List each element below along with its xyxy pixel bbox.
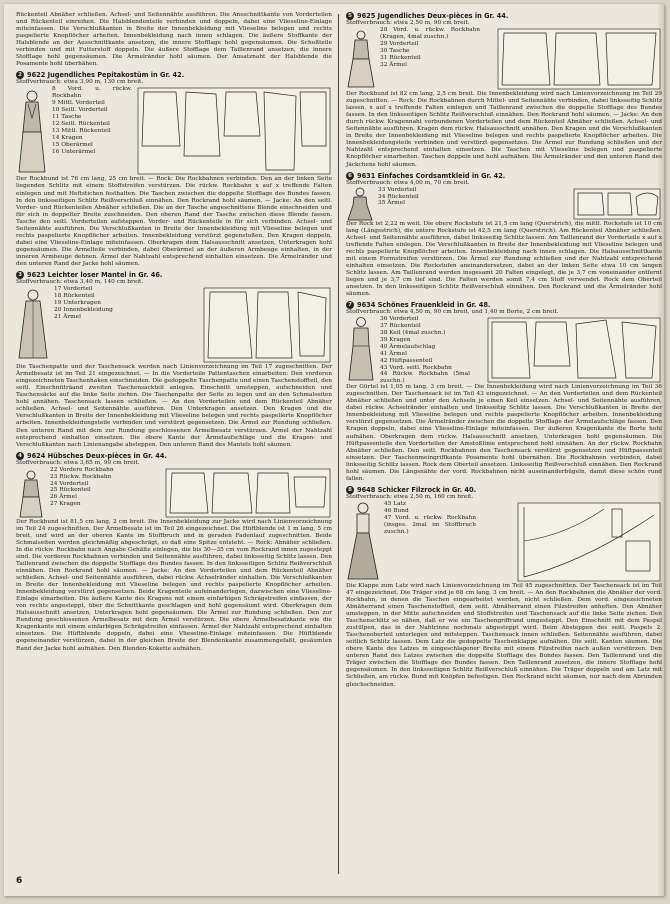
part-item: 39 Kragen — [380, 336, 411, 343]
part-item: 19 Unterkragen — [54, 299, 101, 306]
section-number-badge: 4 — [16, 452, 24, 460]
part-item: 46 Bund — [384, 507, 409, 514]
part-item: 33 Vorderteil — [378, 186, 417, 193]
pattern-diagram — [496, 27, 662, 91]
deux-pieces-illustration — [346, 29, 376, 89]
section-title: 9631 Einfaches Cordsamtkleid in Gr. 42. — [357, 171, 506, 180]
felt-skirt-illustration — [346, 501, 380, 581]
intro-paragraph: Rückenteil Abnäher schließen. Achsel- und Seitennähte ausführen. Die Ansschnittkante von Vorderteilen und Rückenteil einreihen. Die Halsblendenteile verbinden und doppeln, dabei eine Vlieseline-Einlage miteinfassen. Die Verschlußkanten in Breite der Innenbekleidung mit Vlieseline belegen und rechts paspelierte Knopflöcher arbeiten. Innenbekleidung nach innen schlagen. Die äußere Stoffkante der Halsblende an der Ausschnittkante ansetzen, die innere Stofflage hohl gegensäumen. Die Schoßteile verbinden und mit Futterstoff doppeln. Die äußere Stofflage dem Taillenrand ansetzen, die innere Stofflage hohl gegensäumen. Die Ärmelränder hohl säumen. Der Ansatznaht der Halsblende die Posamente hohl überhähen. — [16, 12, 332, 68]
part-item: 18 Rückenteil — [54, 292, 95, 299]
part-item: 44 Rückw. Rockbahn (5mal zuschn.) — [380, 371, 470, 385]
part-item: 32 Ärmel — [380, 61, 407, 68]
section-9648 — [346, 486, 662, 689]
part-item: 45 Latz — [384, 500, 406, 507]
parts-list — [380, 27, 480, 68]
part-item: 24 Vorderteil — [50, 480, 89, 487]
figure-row — [346, 27, 662, 91]
column-divider — [338, 14, 339, 874]
suit-illustration — [16, 88, 48, 176]
section-heading — [16, 71, 332, 79]
part-item: 13 Mittl. Rückenteil — [52, 127, 111, 134]
section-title: 9622 Jugendliches Pepitakostüm in Gr. 42. — [27, 71, 185, 80]
part-item: 14 Kragen — [52, 134, 83, 141]
womens-dress-illustration — [346, 316, 376, 382]
section-number-badge: 3 — [16, 271, 24, 279]
part-item: 8 Vord. u. rückw. Rockbahn — [52, 86, 132, 100]
section-heading — [346, 486, 662, 494]
section-title: 9623 Leichter loser Mantel in Gr. 46. — [27, 271, 163, 280]
pattern-diagram — [516, 501, 662, 583]
section-number-badge: 7 — [346, 301, 354, 309]
section-heading — [346, 12, 662, 20]
parts-list — [380, 316, 470, 385]
section-number-badge: 8 — [346, 486, 354, 494]
section-heading — [346, 172, 662, 180]
coat-illustration — [16, 288, 50, 362]
section-number-badge: 5 — [346, 12, 354, 20]
part-item: 47 Vord. u. rückw. Rockbahn (insges. 2mal im Stoffbruch zuschn.) — [384, 514, 476, 535]
parts-list — [384, 501, 476, 536]
part-item: 21 Ärmel — [54, 313, 81, 320]
part-item: 15 Oberärmel — [52, 141, 93, 148]
section-text: Der Rock ist 2,22 m weit. Die obere Rockstufe ist 21,5 cm lang (Querstrich), die mittl. Rockstufe ist 10 cm lang (Längsstrich), die untere Rockstufe ist 42,5 cm lang (Querstrich). Am Rückenteil Abnäher schließen. Achsel- und Seitennähte ausführen, dabei linksseitig Schlitz lassen. Am Taillenrand der Vorderteile x auf x treffende Falten einlegen. Die Verschlußkanten in Breite der Innenbekleidung mit Vlieseline belegen und rechts paspelierte Knopflöcher arbeiten. Innenbekleidung nach innen schlagen. Die Halsausschnittkante mit einem Formstreifen verstürzen. Die Ärmel zur Rundung schließen und der Nahtzahl entsprechend einhalten einsetzen. Die Rockstufen aneinandersetzen, dabei an der linken Seite etwa 10 cm langen Schlitz lassen. Am Taillenrand werden insgesamt 20 Falten eingelegt, die je 3,7 cm voneinander entfernt liegen und je 3,7 cm tief sind. Die Falten werden somit 7,4 cm Stoff verwendet. Rock dem Oberteil ansetzen. In den linksseitigen Schlitz Reißverschluß einnähen. Den Rockrand und die Ärmelränder hohl säumen. — [346, 220, 662, 298]
section-text: Der Gürtel ist 1,05 m lang, 3 cm breit. — Die Innenbekleidung wird nach Linienvorzeichnung im Teil 36 zugeschnitten. Der Taschensack ist im Teil 43 eingezeichnet. — An den Vorderteilen und dem Rückenteil Abnäher schließen und unter den Achseln je einen Keil einsetzen. Achsel- und Seitennähte ausführen, dabei rückw. Achselränder einhalten und linksseitig Schlitz lassen. Die Verschlußkanten in Breite der Innenbekleidung mit Vlieseline belegen und rechts paspelierte Knopflöcher arbeiten. Innenbekleidung verstürzt gegensetzen. Die Ärmelränder zwischen die doppelte Stofflage der Ärmelaufschläge fassen. Den Kragen doppeln, dabei eine Vlieseline-Einlage miteinfassen. Der äußeren Kragenkante die Borte hohl aufnähen. Oberkragen dem rückw. Halsausschnitt ansetzen, Unterkragen hohl gegensäumen. Die Hüftpassenteile den Vorderteilen der Amstoßlinie entsprechend hohl einnähen. An der rückw. Rockbahn Abnäher schließen. Den seitl. Rockbahnen den Taschensack verstürzt gegensetzen und Hüftpassenteil einsetzen. Der Taschenmeingriffkante Posamente hohl übernähen. Die Rockbahnen verbinden, dabei linksseitig Schlitz lassen. Rock dem Oberteil ansetzen. Linksseitig Reißverschluß einnähen. Den Rockrand hohl säumen. Die Längsnähte der vord. Rockbahnen nicht auseinanderbügeln, damit diese schön rund fallen. — [346, 384, 662, 482]
section-text: Der Rockbund ist 81,5 cm lang, 2 cm breit. Die Innenbekleidung zur Jacke wird nach Linienvorzeichnung im Teil 24 zugeschnitten. Der Ärmelbesatz ist im Teil 26 eingezeichnet. Die Hüftblende ist 1 m lang, 5 cm breit, und wird an der oberen Kante im Stoffbruch und in geraden Fadenlauf zugeschnitten. Beide Schmalseiten werden gleichmäßig abgeschrägt, so daß eine Spitze entsteht. — Rock: Abnäher schließen. In die rückw. Rockbahn nach Angabe Gehälte einlegen, die bis 30—35 cm vom Rockrand innen zugesteppt sind. Die vorderen Rockbahnen verbinden und Seitennähte ausführen, dabei linksseitig Schlitz lassen. Den Taillenrand zwischen die doppelte Stofflage des Bundes fassen. In den linksseitigen Schlitz Reißverschluß einnähen. Den Rockrand hohl säumen. — Jacke: An den Vorderteilen und dem Rückenteil Abnäher schließen. Achsel- und Seitennähte ausführen, dabei rückw. Achselränder einhalten. Die Verschlußkanten in Breite der Innenbekleidung mit Vlieseline belegen und rechts paspelierte Knopflöcher arbeiten. Innenbekleidung verstürzt gegensetzen. Beide Kragenteile aufeinanderlegen, dazwischen eine Vlieseline-Einlage einarbeiten. Die äußere Kante des Kragens mit einem einfarbigen Schrägstreifen einfassen, der von rechts angesteppt, über die Schnittkante geschlagen und hohl gegensäumt wird. Oberkragen dem Halsausschnitt ansetzen, Unterkragen hohl gegensäumen. Die Ärmel zur Rundung schließen. Den zur Rundung geschlossenen Ärmelbesatz mit dem Ärmel verstürzen. Die obere Ärmelbesatzkante wie die Kragenkante mit einem einfarbigen Schrägstreifen einfassen. Ärmel der Nahtzahl entsprechend einhalten einsetzen. Die Hüftblende doppeln, dabei eine Vlieseline-Einlage miteinfassen. Die Hüftblende gegeneinander verstürzen, dabei in der gleichen Breite der Blendenkante zusammengefaßt, gesäumten Rand der Jacke hohl aufnähen. Den Blenden-Kokette aufnähen. — [16, 518, 332, 652]
pattern-diagram — [202, 286, 332, 364]
section-title: 9625 Jugendliches Deux-pièces in Gr. 44. — [357, 12, 509, 20]
fabric-usage: Stoffverbrauch: etwa 4,50 m, 90 cm breit, und 1,40 m Borte, 2 cm breit. — [346, 309, 559, 316]
part-item: 35 Ärmel — [378, 200, 405, 207]
part-item: 17 Vorderteil — [54, 286, 93, 293]
part-item: 12 Seitl. Rückenteil — [52, 120, 110, 127]
section-heading — [346, 301, 662, 309]
fabric-usage: Stoffverbrauch: etwa 4,00 m, 70 cm breit. — [346, 179, 470, 186]
section-9631 — [346, 172, 662, 299]
section-text: Der Rockbund ist 82 cm lang, 2,5 cm breit. Die Innenbekleidung wird nach Linienvorzeichnung im Teil 29 zugeschnitten. — Rock: Die Rockbahnen durch Mittel- und Seitennähte verbinden, dabei linksseitig Schlitz lassen. x auf x treffende Falten einlegen und Taillenrand zwischen die doppelte Stofflage des Bundes fassen. In den linksseitigen Schlitz Reißverschluß einnähen. Den Rockrand hohl säumen. — Jacke: An den durch rückw. Kragennaht verbundenen Vorderteilen und dem Rückenteil Abnäher schließen. Achsel- und Seitennähte ausführen. Kragen dem rückw. Halsausschnitt annähen. Den Kragen und die Verschlußkanten in Breite der Innenbekleidung mit Vlieseline belegen und rechts paspelierte Knopflöcher arbeiten. Die Innenbekleidungsteile verbinden und verstürzt gegensetzen. Die Ärmel zur Rundung schließen und der Nahtzahl entsprechend einhalten einsetzen. Die Taschen mit Vlieseline belegen und paspelierte Knopflöcher einarbeiten. Taschen doppeln und hohl aufnähen. Die Ärmelränder und den unteren Rand des Jäckchens hohl säumen. — [346, 91, 662, 168]
section-text: Die Klappe zum Latz wird nach Linienvorzeichnung im Teil 45 zugeschnitten. Der Taschensack ist im Teil 47 eingezeichnet. Die Träger sind je 68 cm lang, 3 cm breit. — An den Rockbahnen die Abnäher der vord. Rockbahn, in denen die Taschen eingearbeitet werden, nicht schließen. Dem vord. eingezeichneten Abnäherrand einen Taschenstoffteil, dem seitl. Abnäherrand einen Filzstreifen anheften. Den Abnäher umsteppen, in der Mitte aufschneiden und Stoffstreifen und Taschensack auf die linke Seite ziehen. Den Taschenschlitz so nähen, daß er wie ein Taschengriffrand umgesteppt. Den Einschnitt mit dem Paspel zustülpen, das in der Nahtrinne nochmals abgesteppt wird. Beim Absteppen des seitl. Paspels 2. Taschenoberteil unterlegen und mitsteppen. Taschensack innen schließen. Seitennähte ausführen, dabei seitlich Schlitz lassen. Dem Latz die gedoppelte Taschenklappe aufnähen. Die seitl. Kanten säumen. Die obere Kante des Latzes in eingeschlagener Breite mit einem Filzstreifen nach außen verstürzen. Den unteren Rand des Latzes zwischen die doppelte Stofflage des Bundes fassen. Den Taillenrand und die Träger zwischen die Stofflage des Bundes fassen. Den Taillenrand zusetzen, die innere Stofflage hohl gegensäumen. In den linksseitigen Schlitz Reißverschluß einnähen. Die Träger doppeln und am Latz mit Schließen, am rückw. Bund mit Knöpfen befestigen. Den Rockrand nicht säumen, nur nach dem Abrunden gleichschneiden. — [346, 582, 662, 688]
parts-list — [50, 467, 136, 508]
figure-row — [346, 187, 662, 221]
part-item: 25 Rückenteil — [50, 487, 91, 494]
part-item: 20 Innenbekleidung — [54, 306, 113, 313]
section-heading — [16, 271, 332, 279]
part-item: 27 Kragen — [50, 501, 81, 508]
part-item: 29 Vorderteil — [380, 40, 419, 47]
part-item: 26 Ärmel — [50, 494, 77, 501]
part-item: 30 Tasche — [380, 47, 410, 54]
parts-list — [378, 187, 458, 208]
section-9634 — [346, 301, 662, 483]
part-item: 11 Tasche — [52, 114, 82, 121]
section-heading — [16, 452, 332, 460]
part-item: 9 Mittl. Vorderteil — [52, 100, 105, 107]
section-text: Der Rockbund ist 76 cm lang, 25 cm breit. — Rock: Die Rockbahnen verbinden. Den an der linken Seite liegenden Schlitz mit einem Stoffstreifen verstürzen. Die rückw. Rockbahn x auf x treffende Falten einlegen und mit Heftstichen festhalten. Die Taschen zwischen die doppelte Stofflage des Bundes fassen. In den linksseitigen Schlitz Reißverschluß einnähen. Den Rockrand hohl säumen. — Jacke: An den seitl. Vorder- und Rückenteilen Abnäher schließen. Die an der Tasche angeschnittene Blende einschneiden und für sich in doppelter Breite zuschneiden. Den oberen Rand der Tasche zwischen diese Blende fassen. Tasche den seitl. Vorderteilen aufsteppen. Vorder- und Rückenteile in für sich verbinden. Achsel- und Seitennähte ausführen. Die Verschlußkanten in Breite der Innenbekleidung mit Vlieseline belegen und rechts paspelierte Knopflöcher arbeiten. Innenbekleidung verstürzt gegenstoßen. Den Kragen doppeln, dabei eine Vlieseline-Einlage miteinfassen. Oberkragen dem Halsausschnitt ansetzen, Unterkragen hohl gegensäumen. Die Ärmelteile verbinden, dabei Oberärmel an der äußeren Armbeuge einhalten, in der inneren Armbeuge dehnen. Ärmel der Nahtzahl entsprechend einhalten einsetzen. Die Ärmelränder und den unteren Rand der Jacke hohl säumen. — [16, 176, 332, 267]
right-column — [346, 12, 662, 691]
figure-row — [16, 86, 332, 176]
deux-pieces-illustration — [16, 469, 46, 519]
part-item: 37 Rückenteil — [380, 323, 421, 330]
part-item: 34 Rückenteil — [378, 193, 419, 200]
section-title: 9624 Hübsches Deux-pièces in Gr. 44. — [27, 451, 167, 460]
part-item: 22 Vordere Rockbahn — [50, 466, 114, 473]
parts-list — [52, 86, 132, 155]
section-title: 9634 Schönes Frauenkleid in Gr. 48. — [357, 301, 491, 310]
page-number: 6 — [16, 876, 23, 886]
part-item: 31 Rückenteil — [380, 54, 421, 61]
left-column — [16, 12, 332, 655]
section-9623 — [16, 271, 332, 449]
cord-dress-illustration — [346, 187, 374, 221]
part-item: 40 Ärmelaufschlag — [380, 343, 436, 350]
figure-row — [346, 316, 662, 384]
pattern-diagram — [164, 467, 332, 519]
section-number-badge: 2 — [16, 71, 24, 79]
pattern-diagram — [572, 187, 662, 221]
part-item: 42 Hüftpassenteil — [380, 357, 433, 364]
part-item: 38 Keil (4mal zuschn.) — [380, 329, 446, 336]
part-item: 36 Vorderteil — [380, 316, 419, 323]
figure-row — [16, 286, 332, 364]
fabric-usage: Stoffverbrauch: etwa 2,50 m, 90 cm breit. — [346, 20, 470, 26]
section-title: 9648 Schicker Filzrock in Gr. 40. — [357, 485, 477, 494]
section-9624 — [16, 452, 332, 653]
part-item: 23 Rückw. Rockbahn — [50, 473, 112, 480]
fabric-usage: Stoffverbrauch: etwa 3,40 m, 140 cm breit. — [16, 279, 144, 286]
fabric-usage: Stoffverbrauch: etwa 3,65 m, 90 cm breit. — [16, 459, 140, 466]
part-item: 16 Unterärmel — [52, 148, 96, 155]
fabric-usage: Stoffverbrauch: etwa 2,50 m, 160 cm breit. — [346, 493, 474, 500]
section-text: Die Taschenpatte und der Taschensack werden nach Linienvorzeichnung im Teil 17 zugeschnitten. Der Ärmelbesatz ist im Teil 21 eingezeichnet. — In die Vorderteile Pattentaschen einarbeiten: Den vorderen eingezeichneten Taschenhaken einschneiden. Die gedoppelte Taschenpatte und einen Taschenstoffteil, den seitl. Einschnitträand zweiten Taschensackteil anlegen. Einschnitt umsteppen, aufschneiden und Taschensäcke auf die linke Seite ziehen. Die Taschenpatte der Seite zu legen und an den Schmalseiten hohl annähen. Taschensack lassen schließen. — An den Vorderteilen und dem Rückenteil Abnäher schließen. Achsel- und Seitennähte ausführen. Den Unterkragen ansetzen. Den Kragen und die Verschlußkanten in Breite der Innenbekleidung mit Vlieseline belegen und rechts paspelierte Knopflöcher arbeiten. Innenbekleidungsteile verbinden und verstürzt gegensetzen. Die Ärmel zur Rundung schließen. Den unteren Rand mit dem zur Rundung geschlossenen Ärmelbesatz verstürzen. Ärmel der Nahtzahl entsprechend einhalten einsetzen. Die obere Kante der Ärmelaufschläge und die Kragen- und Verschlußkanten nach Linienangabe absteppen. Den unteren Rand des Mantels hohl säumen. — [16, 364, 332, 448]
parts-list — [54, 286, 134, 321]
figure-row — [16, 467, 332, 519]
part-item: 28 Vord. u. rückw. Rockbahn (Kragen, 4mal zuschn.) — [380, 27, 480, 40]
catalog-page — [4, 4, 664, 896]
part-item: 43 Vord. seitl. Rockbahn — [380, 364, 452, 371]
fabric-usage: Stoffverbrauch: etwa 3,90 m, 130 cm breit. — [16, 79, 144, 86]
section-9622 — [16, 71, 332, 268]
pattern-diagram — [486, 316, 662, 384]
pattern-diagram — [136, 86, 332, 176]
section-9625 — [346, 12, 662, 169]
part-item: 41 Ärmel — [380, 350, 407, 357]
figure-row — [346, 501, 662, 583]
part-item: 10 Seitl. Vorderteil — [52, 107, 108, 114]
section-number-badge: 6 — [346, 172, 354, 180]
